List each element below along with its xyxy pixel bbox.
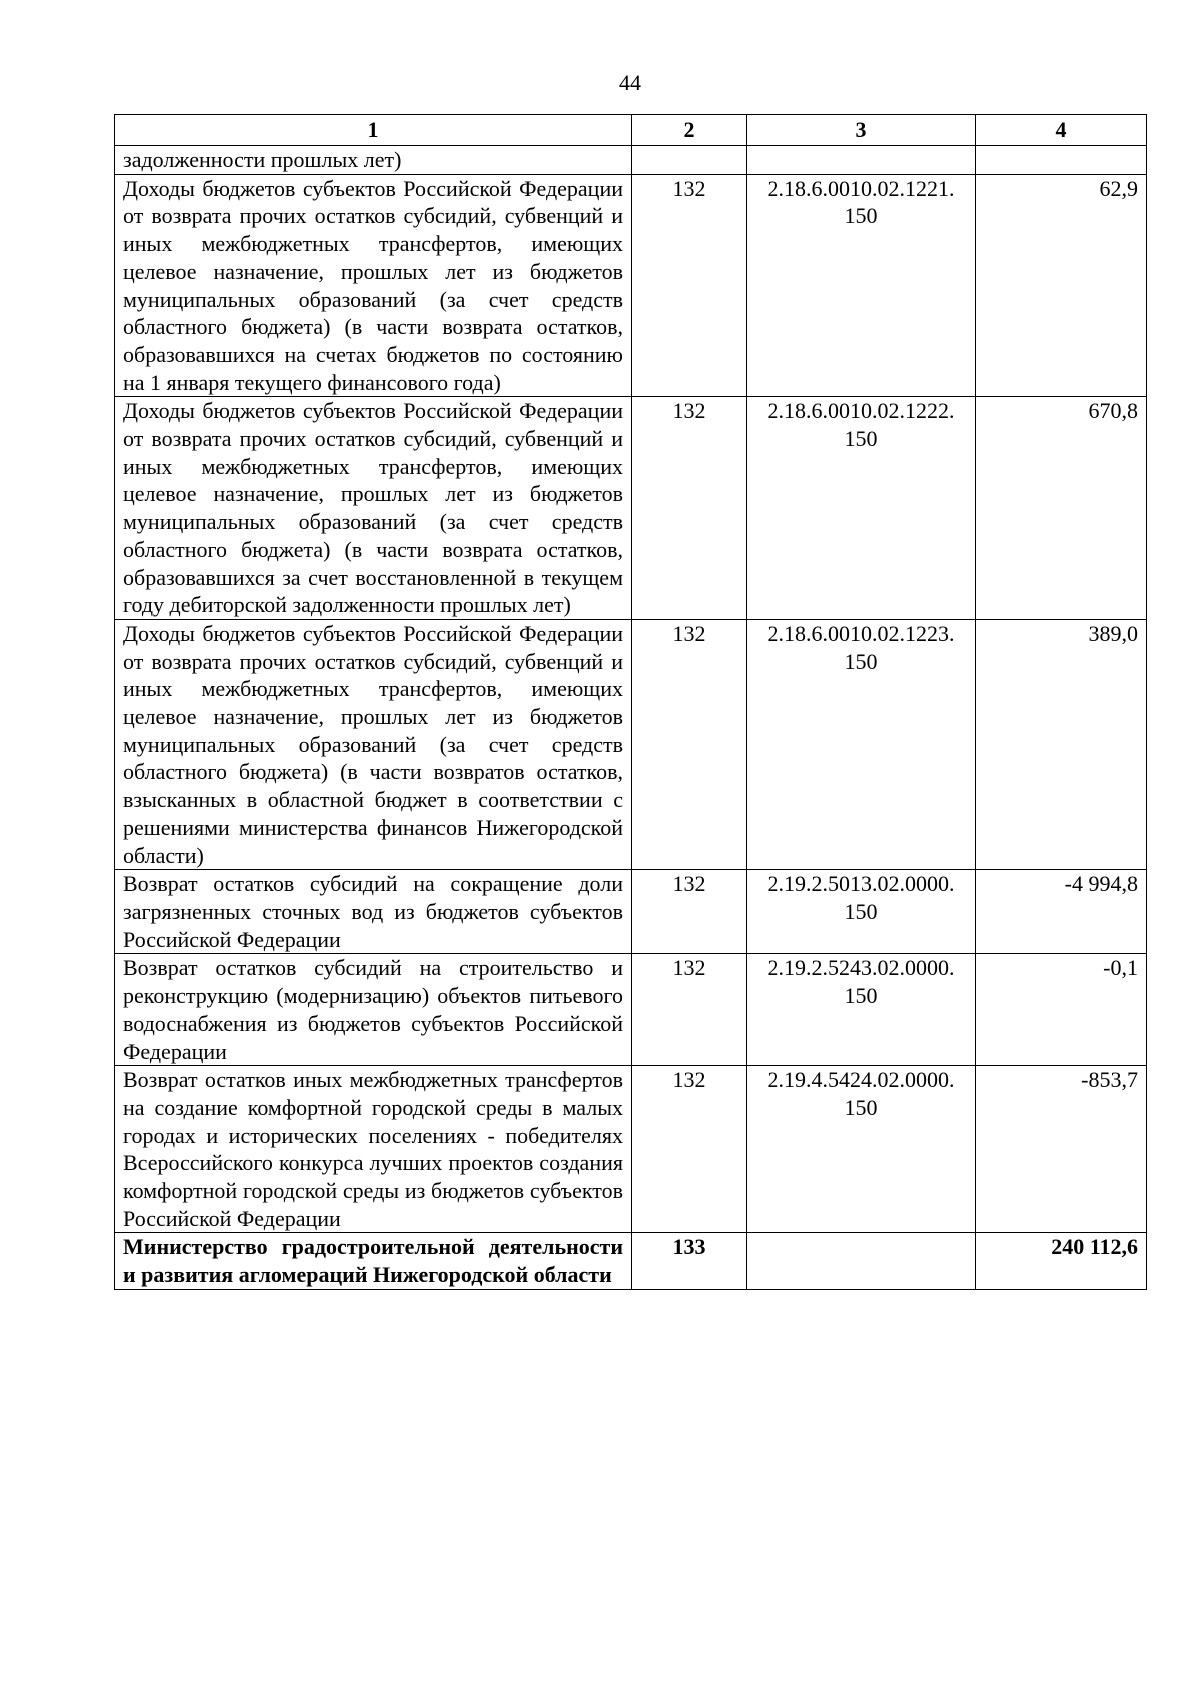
kbk-line-2: 150 [844,203,878,229]
row-description: Доходы бюджетов субъектов Российской Федерации от возврата прочих остатков субсидий, субвенций и иных межбюджетных трансфертов, имеющих целевое назначение, прошлых лет из бюджетов муниципальных образований (за счет средств областного бюджета) (в части возврата остатков, образовавшихся на счетах бюджетов по состоянию на 1 января текущего финансового года) [115,174,632,397]
kbk-line-1: 2.19.4.5424.02.0000. [767,1067,955,1093]
kbk-line-1: 2.18.6.0010.02.1222. [767,398,955,424]
row-description: Возврат остатков иных межбюджетных трансфертов на создание комфортной городской среды в малых городах и исторических поселениях - победителях Всероссийского конкурса лучших проектов создания комфортной городской среды из бюджетов субъектов Российской Федерации [115,1066,632,1233]
column-header-2: 2 [632,115,747,146]
table-row [115,174,1147,397]
kbk-line-2: 150 [844,1094,878,1120]
row-admin-code: 132 [632,870,747,954]
table-row [115,954,1147,1066]
table-row [115,870,1147,954]
row-amount: 240 112,6 [976,1233,1147,1289]
row-admin-code: 132 [632,1066,747,1233]
row-admin-code: 133 [632,1233,747,1289]
row-budget-classification-code [747,1233,976,1289]
row-amount: 670,8 [976,397,1147,620]
kbk-line-2: 150 [844,426,878,452]
kbk-line-1: 2.19.2.5243.02.0000. [767,955,955,981]
row-amount: 389,0 [976,619,1147,869]
table-row [115,397,1147,620]
column-header-4: 4 [976,115,1147,146]
row-description: Доходы бюджетов субъектов Российской Федерации от возврата прочих остатков субсидий, субвенций и иных межбюджетных трансфертов, имеющих целевое назначение, прошлых лет из бюджетов муниципальных образований (за счет средств областного бюджета) (в части возврата остатков, образовавшихся за счет восстановленной в текущем году дебиторской задолженности прошлых лет) [115,397,632,620]
row-admin-code: 132 [632,619,747,869]
kbk-line-1: 2.19.2.5013.02.0000. [767,871,955,897]
kbk-line-1: 2.18.6.0010.02.1221. [767,175,955,201]
row-budget-classification-code [747,397,976,620]
table-row [115,1066,1147,1233]
table-row [115,619,1147,869]
row-amount: -0,1 [976,954,1147,1066]
row-admin-code [632,146,747,175]
row-admin-code: 132 [632,397,747,620]
table-header-row [115,115,1147,146]
row-budget-classification-code [747,146,976,175]
row-budget-classification-code [747,1066,976,1233]
row-budget-classification-code [747,174,976,397]
row-description: Возврат остатков субсидий на строительство и реконструкцию (модернизацию) объектов питьевого водоснабжения из бюджетов субъектов Российской Федерации [115,954,632,1066]
table-row-ministry-total [115,1233,1147,1289]
row-description: Возврат остатков субсидий на сокращение доли загрязненных сточных вод из бюджетов субъектов Российской Федерации [115,870,632,954]
row-amount: 62,9 [976,174,1147,397]
row-description: Доходы бюджетов субъектов Российской Федерации от возврата прочих остатков субсидий, субвенций и иных межбюджетных трансфертов, имеющих целевое назначение, прошлых лет из бюджетов муниципальных образований (за счет средств областного бюджета) (в части возвратов остатков, взысканных в областной бюджет в соответствии с решениями министерства финансов Нижегородской области) [115,619,632,869]
row-description: Министерство градостроительной деятельности и развития агломераций Нижегородской области [115,1233,632,1289]
kbk-line-2: 150 [844,983,878,1009]
budget-revenue-table [114,114,1147,1290]
kbk-line-1: 2.18.6.0010.02.1223. [767,620,955,646]
row-admin-code: 132 [632,954,747,1066]
page-number: 44 [619,70,641,95]
row-budget-classification-code [747,619,976,869]
row-amount: -4 994,8 [976,870,1147,954]
table-row [115,146,1147,175]
kbk-line-2: 150 [844,648,878,674]
kbk-line-2: 150 [844,898,878,924]
row-budget-classification-code [747,870,976,954]
row-amount: -853,7 [976,1066,1147,1233]
row-amount [976,146,1147,175]
row-budget-classification-code [747,954,976,1066]
column-header-3: 3 [747,115,976,146]
column-header-1: 1 [115,115,632,146]
row-admin-code: 132 [632,174,747,397]
row-description: задолженности прошлых лет) [115,146,632,175]
